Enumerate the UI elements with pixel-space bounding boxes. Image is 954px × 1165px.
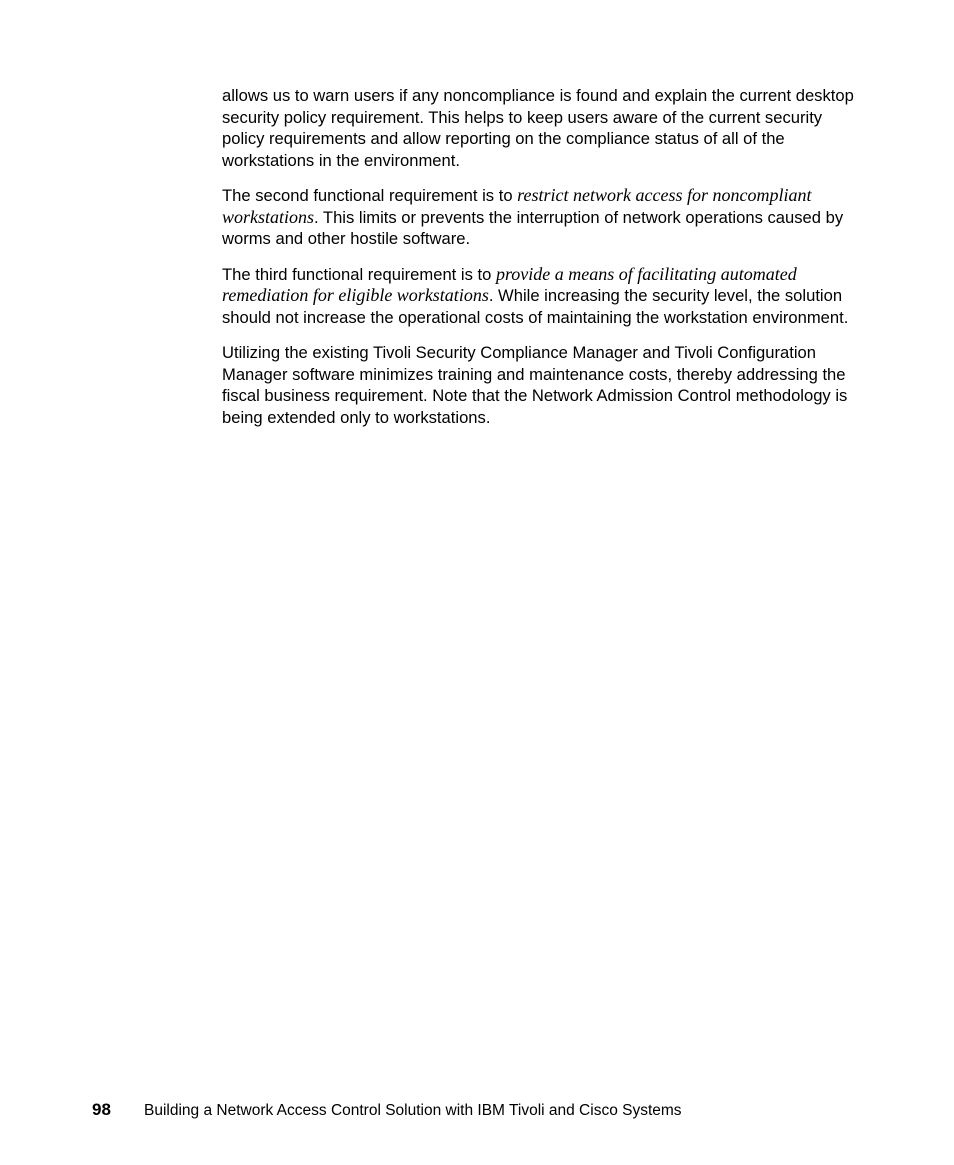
book-title: Building a Network Access Control Solution with IBM Tivoli and Cisco Systems bbox=[144, 1102, 682, 1119]
page-number: 98 bbox=[92, 1100, 111, 1119]
paragraph-text: The third functional requirement is to bbox=[222, 264, 496, 284]
emphasis-text: restrict network access for noncompliant workstations bbox=[222, 185, 812, 227]
paragraph-text: allows us to warn users if any noncompliance is found and explain the current desktop security policy requirement. This helps to keep users aware of the current security policy requirements and allow reporting on the compliance status of all of the workstations in the environment. bbox=[222, 86, 854, 170]
paragraph-text: . This limits or prevents the interruption of network operations caused by worms and other hostile software. bbox=[222, 207, 844, 248]
paragraph-text: Utilizing the existing Tivoli Security Compliance Manager and Tivoli Configuration Manager software minimizes training and maintenance costs, thereby addressing the fiscal business requirement. Note that the Network Admission Control methodology is being extended only to workstations. bbox=[222, 343, 848, 427]
paragraph-text: The second functional requirement is to bbox=[222, 186, 518, 205]
body-text bbox=[222, 85, 862, 442]
paragraph-second-requirement bbox=[222, 185, 862, 250]
emphasis-text: provide a means of facilitating automated remediation for eligible workstations bbox=[222, 263, 797, 305]
paragraph-third-requirement bbox=[222, 264, 862, 329]
paragraph-existing-software bbox=[222, 342, 862, 428]
paragraph-warning-users bbox=[222, 85, 862, 171]
paragraph-text: . While increasing the security level, the solution should not increase the operational costs of maintaining the workstation environment. bbox=[222, 286, 849, 327]
page-footer bbox=[92, 1099, 892, 1123]
